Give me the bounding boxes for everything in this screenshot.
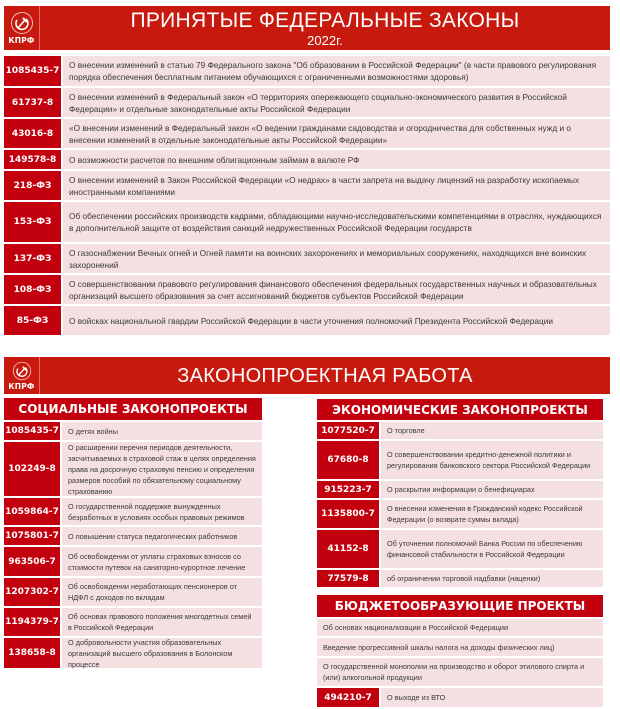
bill-code: 1085435-7: [4, 422, 60, 440]
table-row: [317, 688, 603, 707]
law-code: 85-ФЗ: [4, 306, 61, 335]
bill-description: О совершенствовании кредитно-денежной политики и регулирования банковского сектора Российской Федерации: [381, 441, 603, 479]
law-code: 108-ФЗ: [4, 275, 61, 304]
table-row: [317, 530, 603, 568]
law-code: 149578-8: [4, 150, 61, 169]
law-description: О газоснабжении Вечных огней и Огней памяти на воинских захоронениях и мемориальных сооружениях, находящихся вне воинских захоронений: [63, 244, 610, 273]
kprf-logo: [4, 6, 40, 50]
table-row: [317, 500, 603, 528]
law-code: 153-ФЗ: [4, 202, 61, 242]
table-row: [4, 202, 610, 242]
law-description: О совершенствовании правового регулирования финансового обеспечения федеральных государственных научных и образовательных организаций высшего образования за счет ассигнований бюджетов субъектов Российской Федерации: [63, 275, 610, 304]
bill-description: О добровольности участия образовательных организаций высшего образования в Болонском процессе: [62, 638, 262, 668]
year-label: 2022г.: [307, 32, 343, 48]
project-description: Об основах национализации в Российской Федерации: [317, 619, 603, 636]
table-row: [4, 547, 262, 576]
bill-description: О государственной поддержке вынужденных безработных в условиях особых правовых режимов: [62, 498, 262, 525]
project-description: О выходе из ВТО: [381, 688, 603, 707]
budget-projects-heading: БЮДЖЕТООБРАЗУЮЩИЕ ПРОЕКТЫ: [317, 595, 603, 617]
logo-text: КПРФ: [8, 36, 35, 45]
bill-code: 963506-7: [4, 547, 60, 576]
law-code: 137-ФЗ: [4, 244, 61, 273]
bill-description: О повышении статуса педагогических работников: [62, 527, 262, 545]
social-bills-heading: СОЦИАЛЬНЫЕ ЗАКОНОПРОЕКТЫ: [4, 398, 262, 420]
bill-description: Об освобождении от уплаты страховых взносов со стоимости путевок на санаторно-курортное лечение: [62, 547, 262, 576]
law-code: 1085435-7: [4, 56, 61, 86]
table-row: [4, 56, 610, 86]
bill-code: 67680-8: [317, 441, 379, 479]
budget-projects-table: [317, 595, 603, 709]
hammer-sickle-icon: [12, 361, 32, 381]
bill-code: 1059864-7: [4, 498, 60, 525]
economic-bills-heading: ЭКОНОМИЧЕСКИЕ ЗАКОНОПРОЕКТЫ: [317, 399, 603, 420]
bill-description: О внесении изменения в Гражданский кодекс Российской Федерации (о возврате суммы вклада): [381, 500, 603, 528]
bill-code: 494210-7: [317, 688, 379, 707]
table-row: [4, 578, 262, 606]
bill-description: Об уточнении полномочий Банка России по обеспечению финансовой стабильности в Российской Федерации: [381, 530, 603, 568]
bill-code: 41152-8: [317, 530, 379, 568]
table-row: [4, 527, 262, 545]
table-row: [4, 244, 610, 273]
bill-code: 102249-8: [4, 442, 60, 496]
bill-description: Об основах правового положения многодетных семей в Российской Федерации: [62, 608, 262, 636]
social-bills-table: [4, 398, 262, 670]
table-row: [4, 442, 262, 496]
adopted-laws-banner: [4, 6, 610, 50]
page-title: ПРИНЯТЫЕ ФЕДЕРАЛЬНЫЕ ЗАКОНЫ: [130, 8, 520, 32]
table-row: [4, 275, 610, 304]
bill-description: О торговле: [381, 422, 603, 439]
law-description: О внесении изменений в Федеральный закон «О территориях опережающего социально-экономического развития в Российской Федерации» и отдельные законодательные акты Российской Федерации: [63, 88, 610, 117]
table-row: [4, 88, 610, 117]
law-description: О внесении изменений в Закон Российской Федерации «О недрах» в части запрета на выдачу лицензий на разработку ископаемых иностранными компаниями: [63, 171, 610, 200]
bill-description: О детях войны: [62, 422, 262, 440]
bill-code: 1075801-7: [4, 527, 60, 545]
table-row: [4, 498, 262, 525]
table-row: [4, 422, 262, 440]
bill-description: об ограничении торговой надбавки (наценки): [381, 570, 603, 587]
bill-code: 1194379-7: [4, 608, 60, 636]
law-description: О внесении изменений в статью 79 Федерального закона "Об образовании в Российской Федерации" (в части правового регулирования порядка обеспечения бесплатным питанием обучающихся с ограниченными возможностями здоровья): [63, 56, 610, 86]
table-row: [317, 658, 603, 686]
table-row: [317, 441, 603, 479]
project-description: Введение прогрессивной шкалы налога на доходы физических лиц): [317, 638, 603, 656]
table-row: [4, 608, 262, 636]
project-description: О государственной монополии на производство и оборот этилового спирта и (или) алкогольной продукции: [317, 658, 603, 686]
hammer-sickle-icon: [10, 11, 34, 35]
table-row: [317, 481, 603, 498]
bill-description: О раскрытии информации о бенефициарах: [381, 481, 603, 498]
bill-work-banner: [4, 357, 610, 394]
kprf-logo: [4, 357, 40, 394]
law-code: 43016-8: [4, 119, 61, 148]
law-description: О войсках национальной гвардии Российской Федерации в части уточнения полномочий Президента Российской Федерации: [63, 306, 610, 335]
table-row: [4, 306, 610, 335]
bill-code: 77579-8: [317, 570, 379, 587]
table-row: [4, 171, 610, 200]
bill-code: 915223-7: [317, 481, 379, 498]
table-row: [4, 150, 610, 169]
table-row: [317, 570, 603, 587]
logo-text: КПРФ: [8, 381, 35, 391]
law-code: 61737-8: [4, 88, 61, 117]
law-description: «О внесении изменений в Федеральный закон «О ведении гражданами садоводства и огородничества для собственных нужд и о внесении изменений в отдельные законодательные акты Российской Федерации»: [63, 119, 610, 148]
table-row: [4, 119, 610, 148]
bill-code: 1135800-7: [317, 500, 379, 528]
adopted-laws-table: [4, 56, 610, 337]
section-title: ЗАКОНОПРОЕКТНАЯ РАБОТА: [177, 364, 473, 387]
table-row: [4, 638, 262, 668]
economic-bills-table: [317, 399, 603, 589]
law-code: 218-ФЗ: [4, 171, 61, 200]
table-row: [317, 619, 603, 636]
table-row: [317, 422, 603, 439]
bill-description: Об освобождении неработающих пенсионеров от НДФЛ с доходов по вкладам: [62, 578, 262, 606]
law-description: О возможности расчетов по внешним облигационным займам в валюте РФ: [63, 150, 610, 169]
bill-code: 1077520-7: [317, 422, 379, 439]
bill-code: 1207302-7: [4, 578, 60, 606]
table-row: [317, 638, 603, 656]
law-description: Об обеспечении российских производств кадрами, обладающими научно-исследовательскими компетенциями в отраслях, нуждающихся в дополнительной защите от воздействия санкций недружественных Российской Федерации государств: [63, 202, 610, 242]
bill-code: 138658-8: [4, 638, 60, 668]
bill-description: О расширении перечня периодов деятельности, засчитываемых в страховой стаж в целях определения права на досрочную страховую пенсию и определения размеров пособий по обязательному социальному страхованию: [62, 442, 262, 496]
